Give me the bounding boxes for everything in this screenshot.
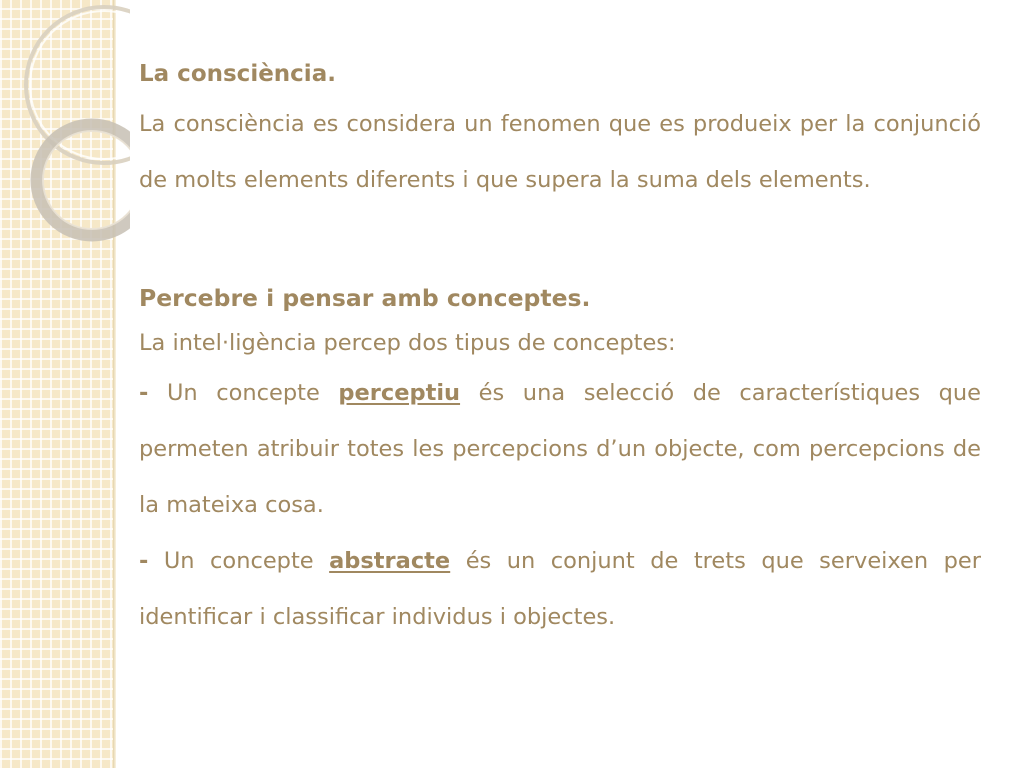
item-description: és una selecció de característiques que permeten atribuir totes les percepcions d’un objecte, com percepcions de la mateixa cosa. [139, 380, 982, 518]
term-perceptiu: perceptiu [338, 380, 461, 406]
section-heading-concepts: Percebre i pensar amb conceptes. [139, 284, 591, 312]
bullet-dash: - [139, 548, 149, 574]
abstract-concept-item [139, 533, 981, 645]
small-ring [37, 125, 130, 235]
slide-content [139, 52, 981, 645]
section-heading-consciousness: La consciència. [139, 61, 336, 87]
large-ring [26, 7, 130, 163]
item-description: és un conjunt de trets que serveixen per identificar i classificar individus i objectes. [139, 548, 982, 630]
item-prefix: Un concepte [166, 380, 320, 406]
small-ring-highlight [43, 131, 130, 229]
concepts-intro: La intel·ligència percep dos tipus de conceptes: [139, 330, 676, 356]
consciousness-paragraph: La consciència es considera un fenomen que es produeix per la conjunció de molts elements diferents i que supera la suma dels elements. [139, 111, 981, 193]
item-prefix: Un concepte [163, 548, 314, 574]
decorative-rings [0, 0, 130, 260]
perceptual-concept-item [139, 365, 981, 533]
bullet-dash: - [139, 380, 149, 406]
term-abstracte: abstracte [329, 548, 451, 574]
